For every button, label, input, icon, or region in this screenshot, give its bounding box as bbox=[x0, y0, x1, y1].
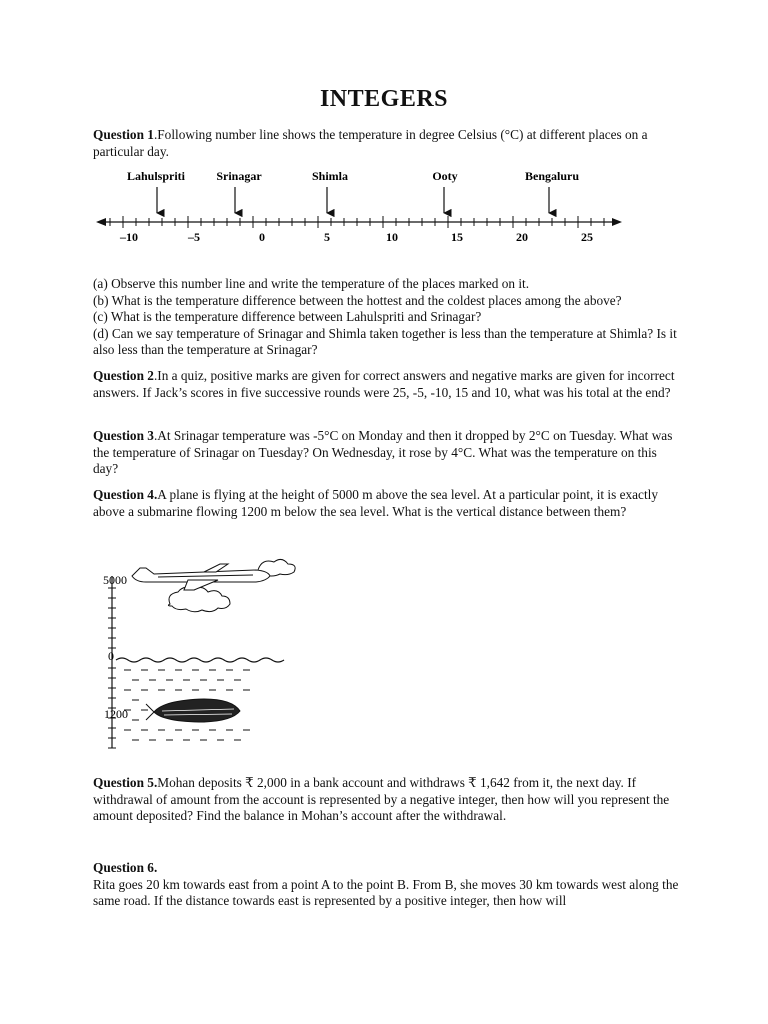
place-ooty: Ooty bbox=[432, 169, 458, 183]
question-1-part-b: (b) What is the temperature difference between the hottest and the coldest places among the above? bbox=[93, 292, 622, 308]
question-1-parts bbox=[93, 276, 683, 359]
tick-label: 10 bbox=[386, 230, 398, 244]
question-4-label: Question 4. bbox=[93, 487, 158, 502]
page-title: INTEGERS bbox=[319, 86, 449, 112]
question-3-body: .At Srinagar temperature was -5°C on Monday and then it dropped by 2°C on Tuesday. What was the temperature of Srinagar on Tuesday? On Wednesday, it rose by 4°C. What was the temperature on this day? bbox=[93, 428, 673, 476]
airplane-icon bbox=[132, 564, 270, 590]
question-6-text bbox=[93, 860, 683, 910]
temperature-number-line bbox=[90, 165, 630, 245]
cloud-icon bbox=[168, 587, 230, 611]
tick-label: 25 bbox=[581, 230, 593, 244]
question-5-body: Mohan deposits ₹ 2,000 in a bank account and withdraws ₹ 1,642 from it, the next day. If withdrawal of amount from the account is represented by a negative integer, then how will you represent the amount deposited? Find the balance in Mohan’s account after the withdrawal. bbox=[93, 775, 670, 823]
question-1-part-a: (a) Observe this number line and write the temperature of the places marked on it. bbox=[93, 276, 530, 291]
place-lahulspriti: Lahulspriti bbox=[126, 169, 186, 183]
place-srinagar: Srinagar bbox=[216, 169, 262, 183]
label-5000: 5000 bbox=[103, 573, 127, 587]
question-6-body: Rita goes 20 km towards east from a point A to the point B. From B, she moves 30 km towards west along the same road. If the distance towards east is represented by a positive integer, then how will bbox=[93, 876, 679, 908]
label-1200: 1200 bbox=[104, 707, 128, 721]
axis-arrow-left bbox=[96, 218, 106, 226]
question-1-label: Question 1 bbox=[93, 127, 154, 142]
question-4-body: A plane is flying at the height of 5000 m above the sea level. At a particular point, it is exactly above a submarine flowing 1200 m below the sea level. What is the vertical distance between them? bbox=[93, 487, 658, 519]
question-3-label: Question 3 bbox=[93, 428, 154, 443]
plane-submarine-figure bbox=[98, 548, 308, 760]
tick-label: 5 bbox=[324, 230, 330, 244]
label-0: 0 bbox=[108, 649, 114, 663]
question-1-body: .Following number line shows the temperature in degree Celsius (°C) at different places on a particular day. bbox=[93, 127, 648, 159]
tick-label: 0 bbox=[259, 230, 265, 244]
question-1-part-c: (c) What is the temperature difference between Lahulspriti and Srinagar? bbox=[93, 309, 482, 324]
question-4-text bbox=[93, 487, 683, 520]
tick-label: –10 bbox=[120, 230, 138, 244]
question-6-label: Question 6. bbox=[93, 860, 158, 875]
place-shimla: Shimla bbox=[311, 169, 349, 183]
question-3-text bbox=[93, 428, 683, 478]
question-5-label: Question 5. bbox=[93, 775, 158, 790]
question-1-text bbox=[93, 127, 683, 160]
question-1-part-d: (d) Can we say temperature of Srinagar and Shimla taken together is less than the temperature at Shimla? Is it also less than the temperature at Srinagar? bbox=[93, 325, 677, 357]
tick-label: 20 bbox=[516, 230, 528, 244]
question-5-text bbox=[93, 775, 683, 825]
question-2-text bbox=[93, 368, 683, 401]
sea-surface-wave bbox=[116, 658, 284, 662]
tick-label: 15 bbox=[451, 230, 463, 244]
submarine-icon bbox=[146, 699, 240, 722]
axis-arrow-right bbox=[612, 218, 622, 226]
question-2-body: .In a quiz, positive marks are given for correct answers and negative marks are given for incorrect answers. If Jack’s scores in five successive rounds were 25, -5, -10, 15 and 10, what was his total at the end? bbox=[93, 368, 675, 400]
place-bengaluru: Bengaluru bbox=[524, 169, 580, 183]
tick-label: –5 bbox=[188, 230, 200, 244]
question-2-label: Question 2 bbox=[93, 368, 154, 383]
